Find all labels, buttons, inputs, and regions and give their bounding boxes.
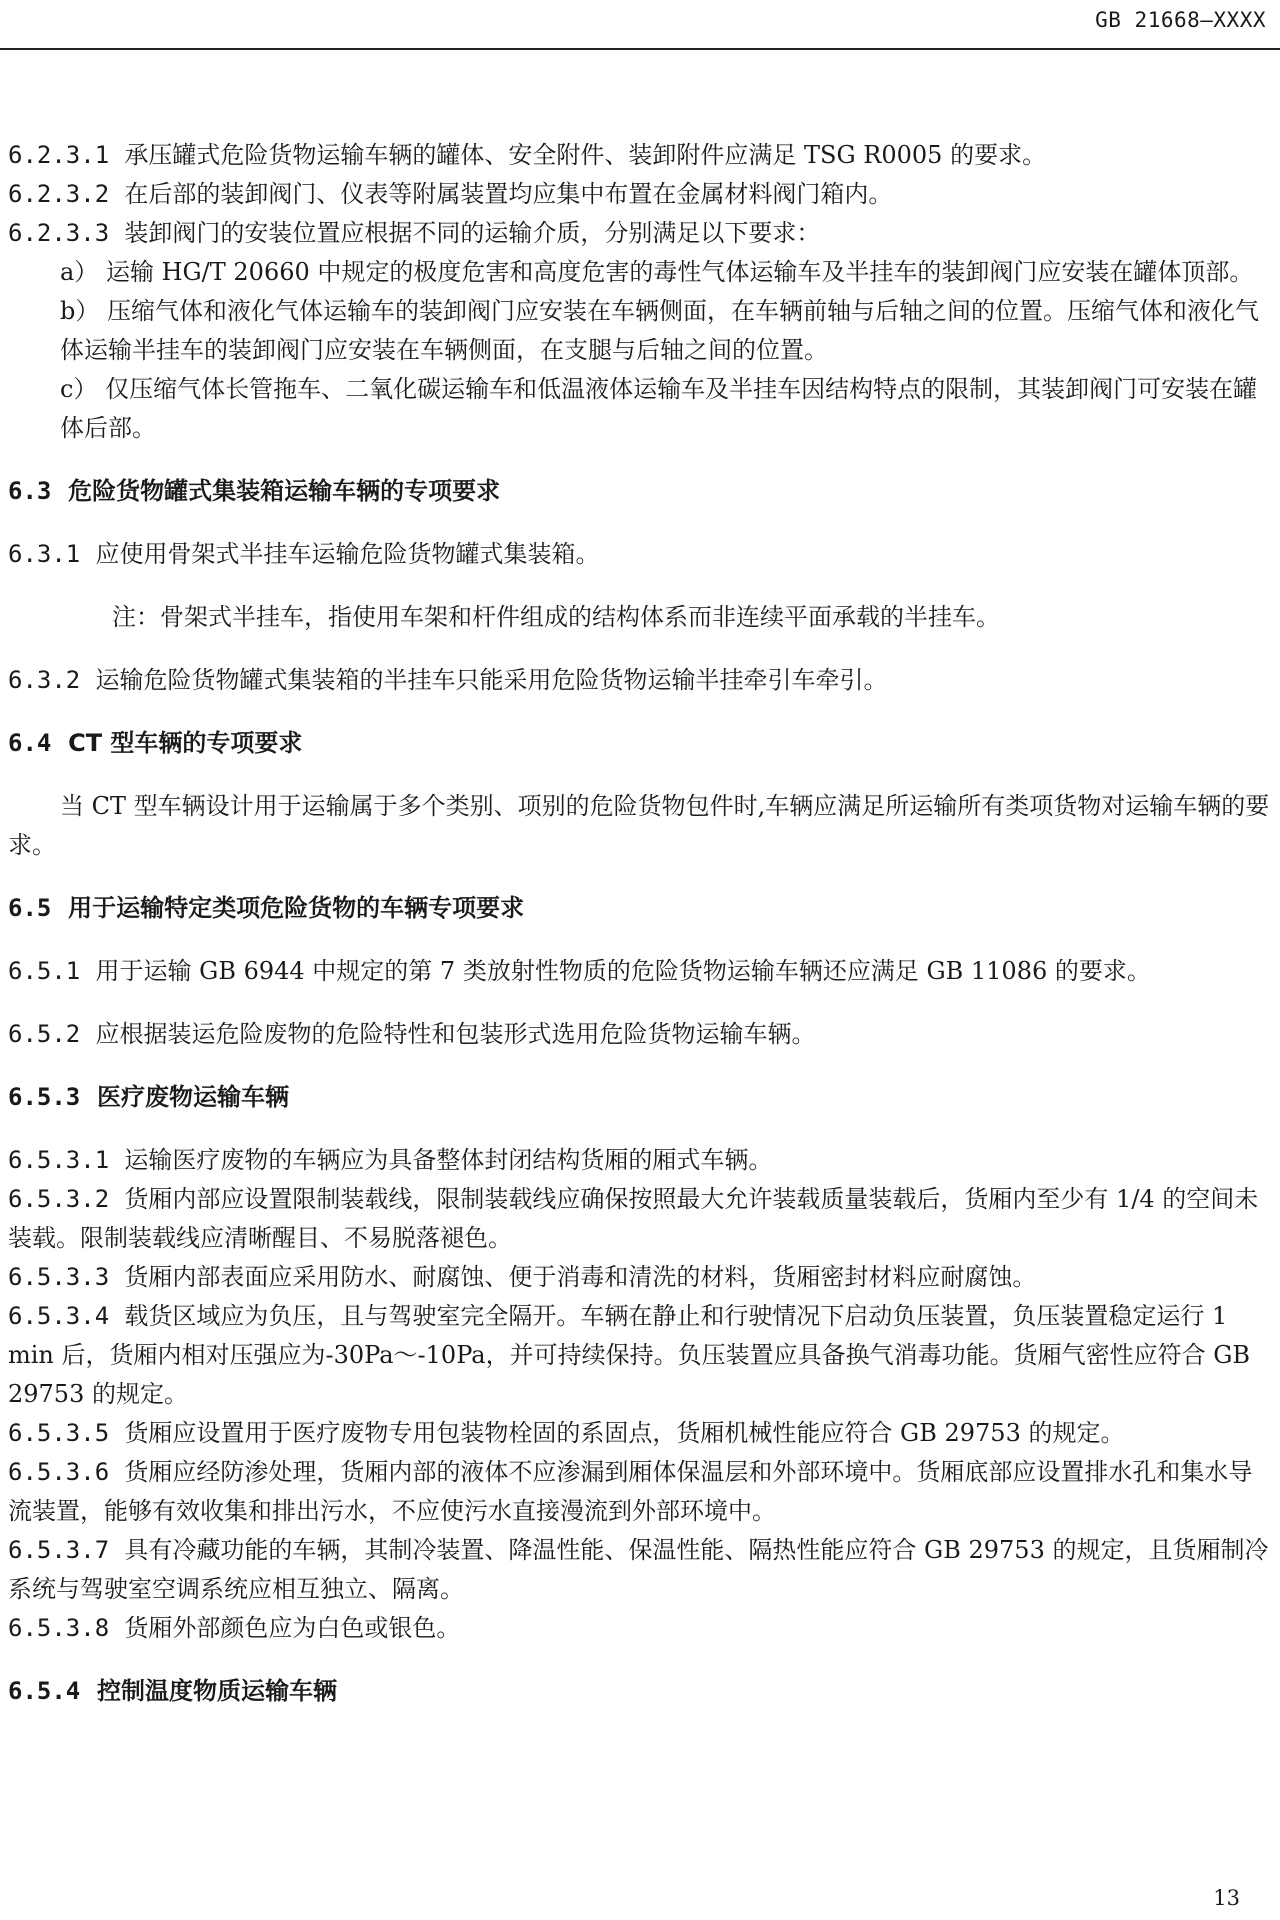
- heading-number: 6.5.4: [8, 1677, 81, 1705]
- section-heading-6-5-4: [8, 1672, 1270, 1711]
- clause-text: 承压罐式危险货物运输车辆的罐体、安全附件、装卸附件应满足 TSG R0005 的要求。: [124, 141, 1047, 169]
- clause-number: 6.2.3.1: [8, 141, 110, 169]
- list-item-b: [8, 292, 1270, 370]
- section-heading-6-5: [8, 889, 1270, 928]
- clause-6-5-3-2: [8, 1180, 1270, 1258]
- clause-text: 装卸阀门的安装位置应根据不同的运输介质，分别满足以下要求：: [124, 219, 821, 247]
- clause-6-5-3-5: [8, 1414, 1270, 1453]
- clause-text: 货厢内部表面应采用防水、耐腐蚀、便于消毒和清洗的材料，货厢密封材料应耐腐蚀。: [124, 1263, 1037, 1291]
- heading-number: 6.3: [8, 477, 52, 505]
- clause-6-3-2: [8, 661, 1270, 700]
- clause-6-5-3-1: [8, 1141, 1270, 1180]
- list-item-c: [8, 370, 1270, 448]
- heading-number: 6.5.3: [8, 1083, 81, 1111]
- heading-number: 6.4: [8, 729, 52, 757]
- clause-6-5-3-7: [8, 1531, 1270, 1609]
- clause-text: 货厢应设置用于医疗废物专用包装物栓固的系固点，货厢机械性能应符合 GB 29753 的规定。: [124, 1419, 1125, 1447]
- clause-text: 货厢外部颜色应为白色或银色。: [124, 1614, 461, 1642]
- clause-text: 在后部的装卸阀门、仪表等附属装置均应集中布置在金属材料阀门箱内。: [124, 180, 893, 208]
- heading-text: 医疗废物运输车辆: [96, 1083, 289, 1111]
- section-heading-6-4: [8, 724, 1270, 763]
- header-rule: [0, 48, 1280, 50]
- list-text: 仅压缩气体长管拖车、二氧化碳运输车和低温液体运输车及半挂车因结构特点的限制，其装卸阀门可安装在罐体后部。: [60, 375, 1258, 442]
- section-heading-6-3: [8, 472, 1270, 511]
- clause-number: 6.5.3.5: [8, 1419, 110, 1447]
- clause-number: 6.2.3.2: [8, 180, 110, 208]
- clause-number: 6.5.3.2: [8, 1185, 110, 1213]
- heading-text: 用于运输特定类项危险货物的车辆专项要求: [68, 894, 525, 922]
- clause-number: 6.3.2: [8, 666, 81, 694]
- clause-6-2-3-1: [8, 136, 1270, 175]
- clause-6-5-2: [8, 1015, 1270, 1054]
- paragraph-6-4: 当 CT 型车辆设计用于运输属于多个类别、项别的危险货物包件时,车辆应满足所运输所有类项货物对运输车辆的要求。: [8, 792, 1270, 859]
- clause-text: 具有冷藏功能的车辆，其制冷装置、降温性能、保温性能、隔热性能应符合 GB 29753 的规定，且货厢制冷系统与驾驶室空调系统应相互独立、隔离。: [8, 1536, 1269, 1603]
- clause-text: 载货区域应为负压，且与驾驶室完全隔开。车辆在静止和行驶情况下启动负压装置，负压装置稳定运行 1 min 后，货厢内相对压强应为-30Pa～-10Pa，并可持续保持。负压装置应具备换气消毒功能。货厢气密性应符合 GB 29753 的规定。: [8, 1302, 1251, 1408]
- clause-number: 6.5.3.4: [8, 1302, 110, 1330]
- heading-number: 6.5: [8, 894, 52, 922]
- clause-text: 运输医疗废物的车辆应为具备整体封闭结构货厢的厢式车辆。: [124, 1146, 773, 1174]
- heading-text: CT 型车辆的专项要求: [68, 729, 303, 757]
- clause-number: 6.5.3.7: [8, 1536, 110, 1564]
- page-header-code: GB 21668—XXXX: [1095, 8, 1266, 32]
- page-number: 13: [1213, 1886, 1240, 1910]
- clause-text: 用于运输 GB 6944 中规定的第 7 类放射性物质的危险货物运输车辆还应满足 GB 11086 的要求。: [95, 957, 1151, 985]
- list-item-a: [8, 253, 1270, 292]
- clause-6-5-3-8: [8, 1609, 1270, 1648]
- clause-6-3-1: [8, 535, 1270, 574]
- list-label: c）: [60, 375, 98, 403]
- heading-text: 危险货物罐式集装箱运输车辆的专项要求: [68, 477, 501, 505]
- clause-number: 6.5.3.6: [8, 1458, 110, 1486]
- list-label: a）: [60, 258, 99, 286]
- clause-text: 应使用骨架式半挂车运输危险货物罐式集装箱。: [95, 540, 600, 568]
- document-body: [8, 136, 1270, 1711]
- clause-number: 6.3.1: [8, 540, 81, 568]
- clause-text: 货厢内部应设置限制装载线，限制装载线应确保按照最大允许装载质量装载后，货厢内至少有 1/4 的空间未装载。限制装载线应清晰醒目、不易脱落褪色。: [8, 1185, 1259, 1252]
- clause-text: 货厢应经防渗处理，货厢内部的液体不应渗漏到厢体保温层和外部环境中。货厢底部应设置排水孔和集水导流装置，能够有效收集和排出污水，不应使污水直接漫流到外部环境中。: [8, 1458, 1253, 1525]
- clause-number: 6.2.3.3: [8, 219, 110, 247]
- list-label: b）: [60, 297, 100, 325]
- clause-number: 6.5.3.8: [8, 1614, 110, 1642]
- clause-number: 6.5.3.1: [8, 1146, 110, 1174]
- note-6-3-1: 注：骨架式半挂车，指使用车架和杆件组成的结构体系而非连续平面承载的半挂车。: [112, 603, 1000, 631]
- clause-number: 6.5.2: [8, 1020, 81, 1048]
- clause-6-5-3-3: [8, 1258, 1270, 1297]
- clause-number: 6.5.3.3: [8, 1263, 110, 1291]
- clause-text: 运输危险货物罐式集装箱的半挂车只能采用危险货物运输半挂牵引车牵引。: [95, 666, 888, 694]
- clause-6-5-3-6: [8, 1453, 1270, 1531]
- clause-number: 6.5.1: [8, 957, 81, 985]
- clause-6-5-3-4: [8, 1297, 1270, 1414]
- list-text: 压缩气体和液化气体运输车的装卸阀门应安装在车辆侧面，在车辆前轴与后轴之间的位置。压缩气体和液化气体运输半挂车的装卸阀门应安装在车辆侧面，在支腿与后轴之间的位置。: [60, 297, 1260, 364]
- clause-6-2-3-3: [8, 214, 1270, 253]
- list-text: 运输 HG/T 20660 中规定的极度危害和高度危害的毒性气体运输车及半挂车的装卸阀门应安装在罐体顶部。: [105, 258, 1254, 286]
- section-heading-6-5-3: [8, 1078, 1270, 1117]
- clause-6-5-1: [8, 952, 1270, 991]
- clause-6-2-3-2: [8, 175, 1270, 214]
- heading-text: 控制温度物质运输车辆: [96, 1677, 337, 1705]
- clause-text: 应根据装运危险废物的危险特性和包装形式选用危险货物运输车辆。: [95, 1020, 816, 1048]
